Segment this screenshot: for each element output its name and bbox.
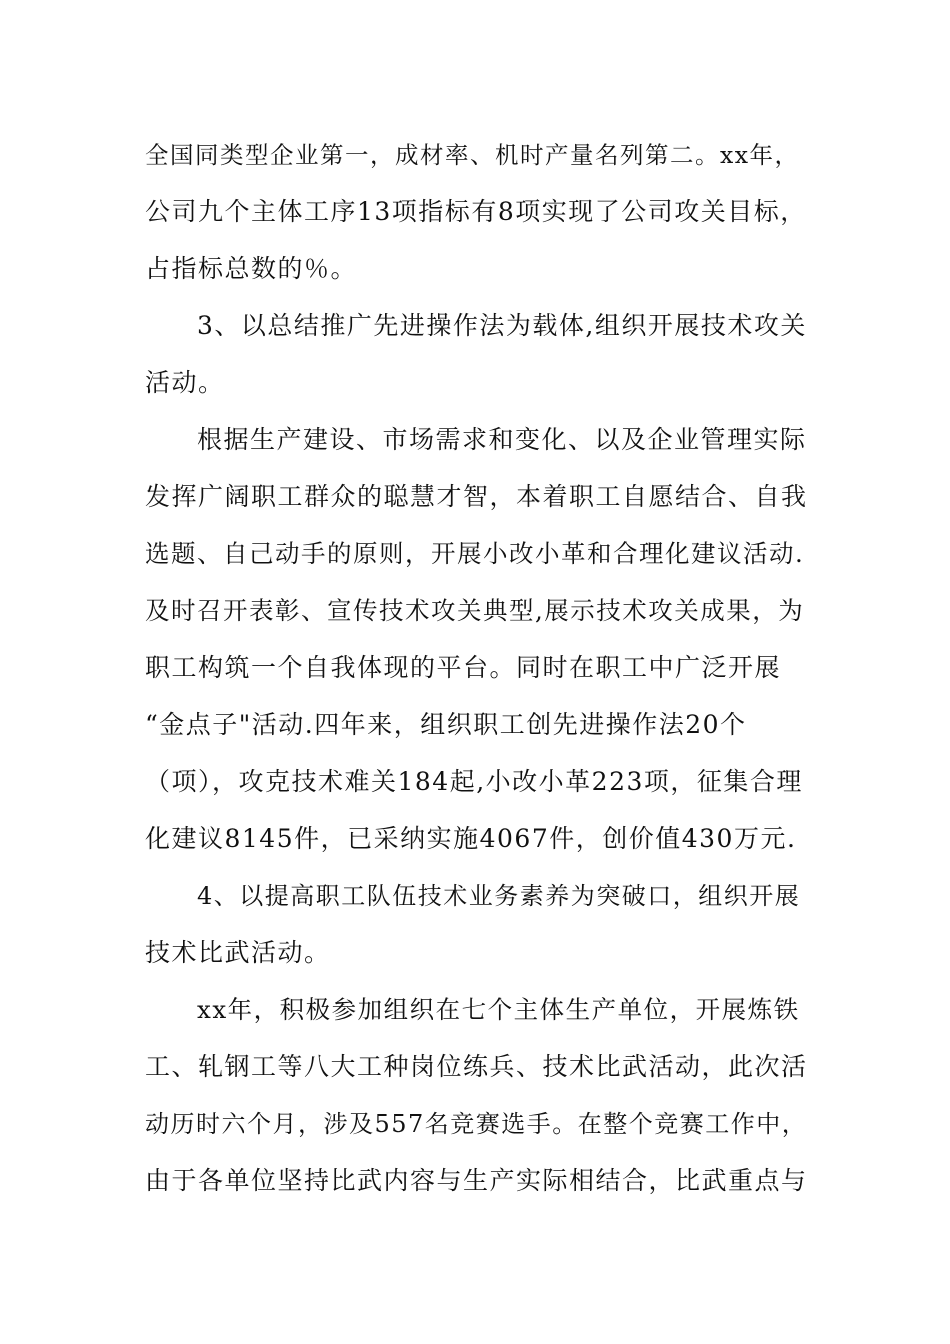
text-line: xx年，积极参加组织在七个主体生产单位，开展炼铁	[197, 995, 800, 1024]
text-line: “金点子"活动.四年来，组织职工创先进操作法20个	[145, 710, 747, 739]
heading-line: 3、以总结推广先进操作法为载体,组织开展技术攻关	[197, 311, 807, 340]
text-line: 占指标总数的％。	[145, 254, 358, 283]
text-line: 发挥广阔职工群众的聪慧才智，本着职工自愿结合、自我	[145, 482, 808, 511]
text-line: 公司九个主体工序13项指标有8项实现了公司攻关目标，	[145, 197, 807, 226]
text-line: 化建议8145件，已采纳实施4067件，创价值430万元.	[145, 824, 797, 853]
heading-line: 技术比武活动。	[145, 938, 331, 967]
text-line: 动历时六个月，涉及557名竞赛选手。在整个竞赛工作中，	[145, 1110, 808, 1138]
text-line: 选题、自己动手的原则，开展小改小革和合理化建议活动.	[145, 539, 805, 568]
text-line: 根据生产建设、市场需求和变化、以及企业管理实际	[197, 425, 807, 454]
text-line: （项），攻克技术难关184起,小改小革223项，征集合理	[145, 767, 803, 796]
text-line: 工、轧钢工等八大工种岗位练兵、技术比武活动，此次活	[145, 1052, 808, 1081]
text-line: 全国同类型企业第一，成材率、机时产量名列第二。xx年，	[145, 141, 800, 169]
text-line: 由于各单位坚持比武内容与生产实际相结合，比武重点与	[145, 1166, 808, 1195]
heading-line: 4、以提高职工队伍技术业务素养为突破口，组织开展	[197, 882, 801, 910]
text-line: 职工构筑一个自我体现的平台。同时在职工中广泛开展	[145, 653, 782, 682]
heading-line: 活动。	[145, 368, 225, 397]
text-line: 及时召开表彰、宣传技术攻关典型,展示技术攻关成果，为	[145, 596, 805, 625]
